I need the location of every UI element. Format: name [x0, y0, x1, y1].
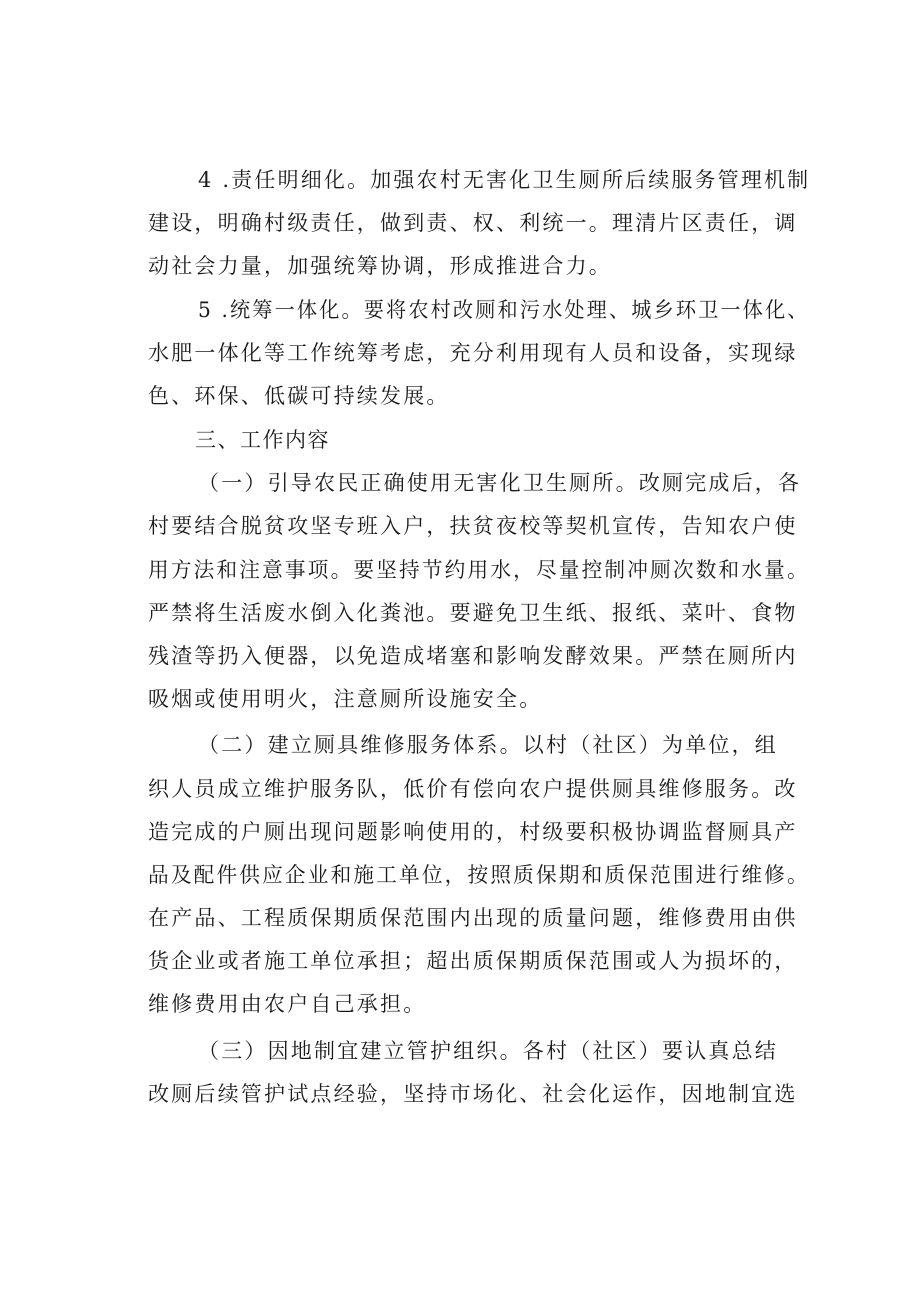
item-1-line-2: 村要结合脱贫攻坚专班入户，扶贫夜校等契机宣传，告知农户使 [148, 514, 798, 538]
item-2-line-2: 织人员成立维护服务队，低价有偿向农户提供厕具维修服务。改 [148, 777, 798, 801]
item-1-line-4: 严禁将生活废水倒入化粪池。要避免卫生纸、报纸、菜叶、食物 [148, 601, 798, 625]
item-2-line-3: 造完成的户厕出现问题影响使用的，村级要积极协调监督厕具产 [148, 820, 798, 844]
item-2-line-1: （二）建立厕具维修服务体系。以村（社区）为单位，组 [198, 733, 778, 757]
item-1-line-6: 吸烟或使用明火，注意厕所设施安全。 [148, 687, 543, 711]
item-2-line-5: 在产品、工程质保期质保范围内出现的质量问题，维修费用由供 [148, 906, 798, 930]
section-heading-work-content: 三、工作内容 [195, 428, 330, 452]
item-3-line-2: 改厕后续管护试点经验，坚持市场化、社会化运作，因地制宜选 [148, 1082, 798, 1106]
paragraph-4-line-3: 动社会力量，加强统筹协调，形成推进合力。 [148, 254, 612, 278]
item-2-line-4: 品及配件供应企业和施工单位，按照质保期和质保范围进行维修。 [148, 863, 810, 887]
paragraph-5-line-1: 5 .统筹一体化。要将农村改厕和污水处理、城乡环卫一体化、 [198, 298, 810, 322]
item-2-line-7: 维修费用由农户自己承担。 [148, 992, 427, 1016]
paragraph-4-line-2: 建设，明确村级责任，做到责、权、利统一。理清片区责任，调 [148, 211, 798, 235]
item-1-line-1: （一）引导农民正确使用无害化卫生厕所。改厕完成后，各 [198, 471, 802, 495]
paragraph-5-line-3: 色、环保、低碳可持续发展。 [148, 384, 450, 408]
paragraph-4-line-1: 4 .责任明细化。加强农村无害化卫生厕所后续服务管理机制 [198, 168, 811, 192]
item-3-line-1: （三）因地制宜建立管护组织。各村（社区）要认真总结 [198, 1039, 778, 1063]
item-1-line-3: 用方法和注意事项。要坚持节约用水，尽量控制冲厕次数和水量。 [148, 558, 810, 582]
paragraph-5-line-2: 水肥一体化等工作统筹考虑，充分利用现有人员和设备，实现绿 [148, 341, 798, 365]
item-1-line-5: 残渣等扔入便器，以免造成堵塞和影响发酵效果。严禁在厕所内 [148, 644, 798, 668]
item-2-line-6: 货企业或者施工单位承担；超出质保期质保范围或人为损坏的， [148, 949, 798, 973]
